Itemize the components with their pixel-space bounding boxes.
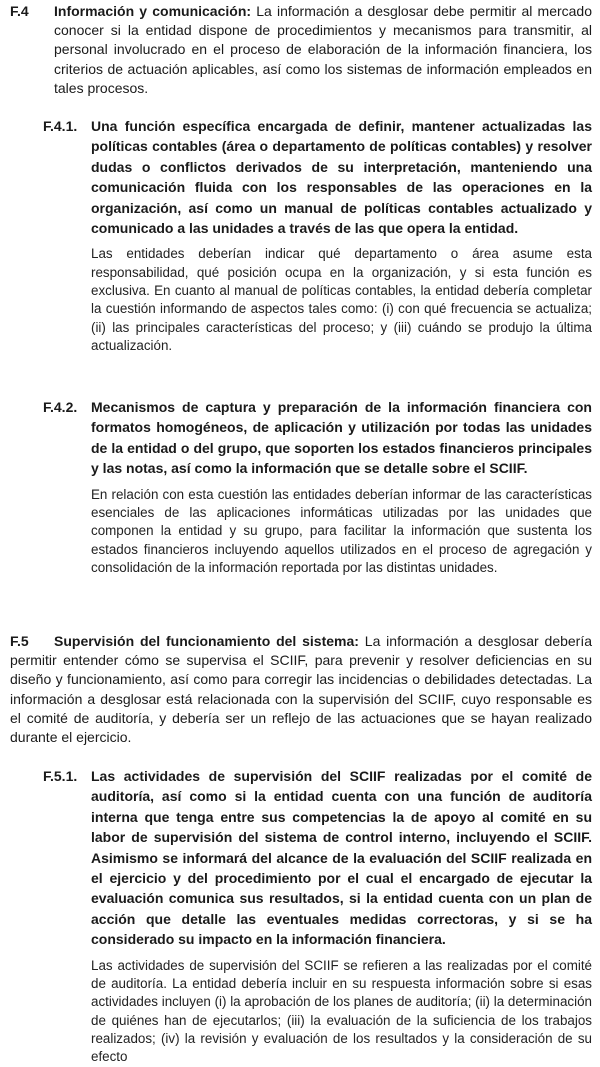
subsection-f51: [43, 766, 592, 1066]
subsection-title: Una función específica encargada de definir, mantener actualizadas las políticas contables (área o departamento de políticas contables) y resolver dudas o conflictos derivados de su interpretación, manteniendo una comunicación fluida con los responsables de las operaciones en la organización, así como un manual de políticas contables actualizado y comunicado a las unidades a través de las que opera la entidad.: [91, 118, 592, 237]
subsection-title: Mecanismos de captura y preparación de la información financiera con formatos homogéneos, de aplicación y utilización por todas las unidades de la entidad o del grupo, que soporten los estados financieros principales y las notas, así como la información que se detalle sobre el SCIIF.: [91, 399, 592, 477]
subsection-number: F.5.1.: [43, 768, 78, 784]
subsection-f42: [43, 397, 592, 577]
subsection-number: F.4.1.: [43, 118, 78, 134]
subsection-body: Las actividades de supervisión del SCIIF se refieren a las realizadas por el comité de auditoría. La entidad debería incluir en su respuesta información sobre si esas actividades incluyen (i) la aprobación de los planes de auditoría; (ii) la determinación de quiénes han de ejecutarlos; (iii) la evaluación de la suficiencia de los trabajos realizados; (iv) la revisión y evaluación de los resultados y la consideración de su efecto: [91, 957, 592, 1065]
section-text: La información a desglosar debería permitir entender cómo se supervisa el SCIIF, para prevenir y resolver deficiencias en su diseño y funcionamiento, así como para corregir las incidencias o debilidades detectadas. La información a desglosar está relacionada con la supervisión del SCIIF, cuyo responsable es el comité de auditoría, y debería ser un reflejo de las actuaciones que se hayan realizado durante el ejercicio.: [10, 633, 593, 746]
section-paragraph: [54, 2, 592, 98]
section-text: La información a desglosar debe permitir al mercado conocer si la entidad dispone de procedimientos y mecanismos para transmitir, al personal involucrado en el proceso de elaboración de la información financiera, los criterios de actuación aplicables, así como los sistemas de información empleados en tales procesos.: [54, 3, 592, 96]
section-paragraph: [10, 632, 592, 747]
subsection-number: F.4.2.: [43, 399, 78, 415]
subsection-f41: [43, 116, 592, 355]
section-title: Información y comunicación:: [54, 3, 252, 19]
section-f5: [10, 632, 592, 747]
section-number: F.4: [10, 3, 29, 19]
section-title: Supervisión del funcionamiento del sistema:: [54, 633, 359, 649]
subsection-body: Las entidades deberían indicar qué departamento o área asume esta responsabilidad, qué posición ocupa en la organización, y si esta función es exclusiva. En cuanto al manual de políticas contables, la entidad debería completar la cuestión informando de aspectos tales como: (i) con qué frecuencia se actualiza; (ii) las principales características del proceso; y (iii) cuándo se produjo la última actualización.: [91, 246, 592, 353]
section-number: F.5: [10, 633, 29, 649]
subsection-title: Las actividades de supervisión del SCIIF realizadas por el comité de auditoría, así como si la entidad cuenta con una función de auditoría interna que tenga entre sus competencias la de apoyo al comité en su labor de supervisión del sistema de control interno, incluyendo el SCIIF. Asimismo se informará del alcance de la evaluación del SCIIF realizada en el ejercicio y del procedimiento por el cual el encargado de ejecutar la evaluación comunica sus resultados, si la entidad cuenta con un plan de acción que detalle las eventuales medidas correctoras, y si se ha considerado su impacto en la información financiera.: [91, 768, 592, 948]
section-f4: [10, 2, 592, 98]
subsection-body: En relación con esta cuestión las entidades deberían informar de las características esenciales de las aplicaciones informáticas utilizadas por las unidades que componen la entidad y su grupo, para facilitar la información que sustenta los estados financieros incluyendo aquellos utilizados en el proceso de agregación y consolidación de la información reportada por las distintas unidades.: [91, 486, 592, 575]
